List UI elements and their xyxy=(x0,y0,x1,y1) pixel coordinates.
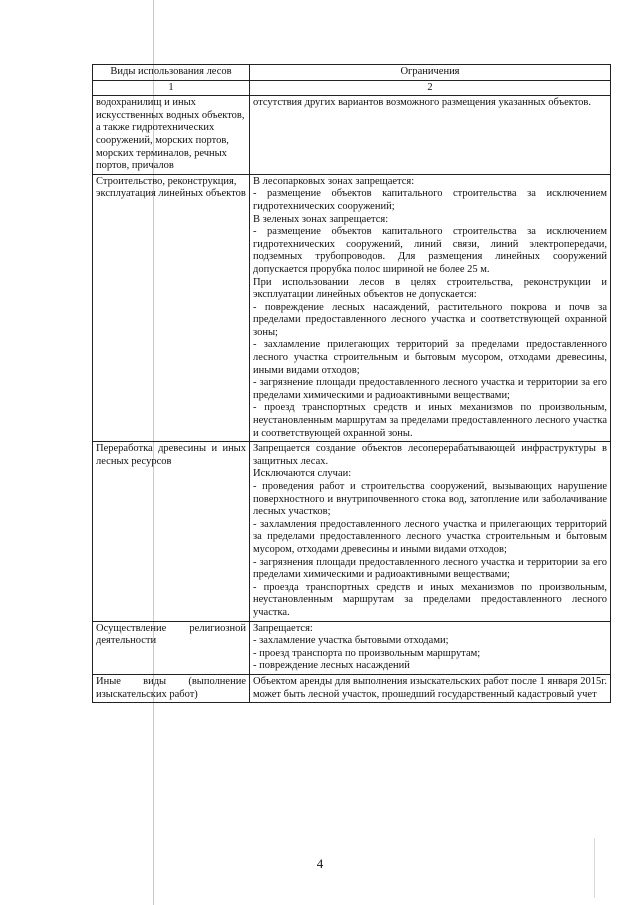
restriction-paragraph: - захламления предоставленного лесного участка и прилегающих территорий за пределами предоставленного лесного участка строительным и бытовым мусором, отходами древесины и иными видами отходов; xyxy=(253,518,607,555)
restriction-paragraph: отсутствия других вариантов возможного размещения указанных объектов. xyxy=(253,97,591,109)
table-row xyxy=(93,96,611,175)
restriction-paragraph: - загрязнение площади предоставленного лесного участка и территории за его пределами химическими и радиоактивными веществами; xyxy=(253,377,607,401)
usage-type-cell: Строительство, реконструкция, эксплуатация линейных объектов xyxy=(93,174,250,441)
restriction-paragraph: В лесопарковых зонах запрещается: xyxy=(253,175,415,187)
restriction-paragraph: Исключаются случаи: xyxy=(253,468,352,480)
column-header-restrictions: Ограничения xyxy=(250,65,611,81)
restriction-paragraph: Запрещается создание объектов лесоперерабатывающей инфраструктуры в защитных лесах. xyxy=(253,443,607,467)
table-row xyxy=(93,442,611,621)
page-number: 4 xyxy=(316,856,324,871)
usage-type-cell: Переработка древесины и иных лесных ресурсов xyxy=(93,442,250,621)
restriction-paragraph: При использовании лесов в целях строительства, реконструкции и эксплуатации линейных объектов не допускается: xyxy=(253,276,607,301)
table-row xyxy=(93,174,611,441)
restriction-paragraph: - повреждение лесных насаждений, растительного покрова и почв за пределами предоставленного лесного участка и соответствующей охранной зоны; xyxy=(253,301,607,338)
table-row xyxy=(93,674,611,702)
restriction-paragraph: - повреждение лесных насаждений xyxy=(253,660,410,672)
restriction-paragraph: В зеленых зонах запрещается: xyxy=(253,213,389,225)
restriction-paragraph: - захламление прилегающих территорий за пределами предоставленного лесного участка строительным и бытовым мусором, отходами древесины, иными видами отходов; xyxy=(253,339,607,376)
restrictions-cell xyxy=(250,174,611,441)
restriction-paragraph: - проезд транспорта по произвольным маршрутам; xyxy=(253,647,481,659)
restriction-paragraph: - загрязнения площади предоставленного лесного участка и территории за его пределами химическими и радиоактивными веществами; xyxy=(253,556,607,581)
restrictions-cell xyxy=(250,621,611,674)
restriction-paragraph: - размещение объектов капитального строительства за исключением гидротехнических сооружений, линий связи, линий электропередачи, подземных трубопроводов. Для размещения линейных сооружений допускается прорубка полос шириной не более 25 м. xyxy=(253,226,607,275)
usage-type-cell: Осуществление религиозной деятельности xyxy=(93,621,250,674)
column-number-2: 2 xyxy=(250,80,611,96)
table-column-numbers-row xyxy=(93,80,611,96)
restriction-paragraph: - проведения работ и строительства сооружений, вызывающих нарушение поверхностного и внутрипочвенного стока вод, затопление или заболачивание лесных участков; xyxy=(253,481,607,518)
restriction-paragraph: - проезда транспортных средств и иных механизмов по произвольным, неустановленным маршрутам за пределами предоставленного лесного участка. xyxy=(253,581,607,618)
restriction-paragraph: Объектом аренды для выполнения изыскательских работ после 1 января 2015г. может быть лесной участок, прошедший государственный кадастровый учет xyxy=(253,675,607,700)
table-header-row xyxy=(93,65,611,81)
restrictions-cell xyxy=(250,674,611,702)
usage-type-cell: Иные виды (выполнение изыскательских работ) xyxy=(93,674,250,702)
table-row xyxy=(93,621,611,674)
restriction-paragraph: - захламление участка бытовыми отходами; xyxy=(253,635,449,647)
usage-type-cell: водохранилищ и иных искусственных водных объектов, а также гидротехнических сооружений, морских портов, морских терминалов, речных портов, причалов xyxy=(93,96,250,175)
forest-use-restrictions-table xyxy=(92,64,611,703)
restriction-paragraph: - проезд транспортных средств и иных механизмов по произвольным, неустановленным маршрутам за пределами предоставленного лесного участка и соответствующей охранной зоны. xyxy=(253,402,607,439)
column-header-usage-types: Виды использования лесов xyxy=(93,65,250,81)
restriction-paragraph: - размещение объектов капитального строительства за исключением гидротехнических сооружений; xyxy=(253,188,607,212)
restrictions-cell xyxy=(250,442,611,621)
restrictions-cell xyxy=(250,96,611,175)
restriction-paragraph: Запрещается: xyxy=(253,622,313,634)
column-number-1: 1 xyxy=(93,80,250,96)
